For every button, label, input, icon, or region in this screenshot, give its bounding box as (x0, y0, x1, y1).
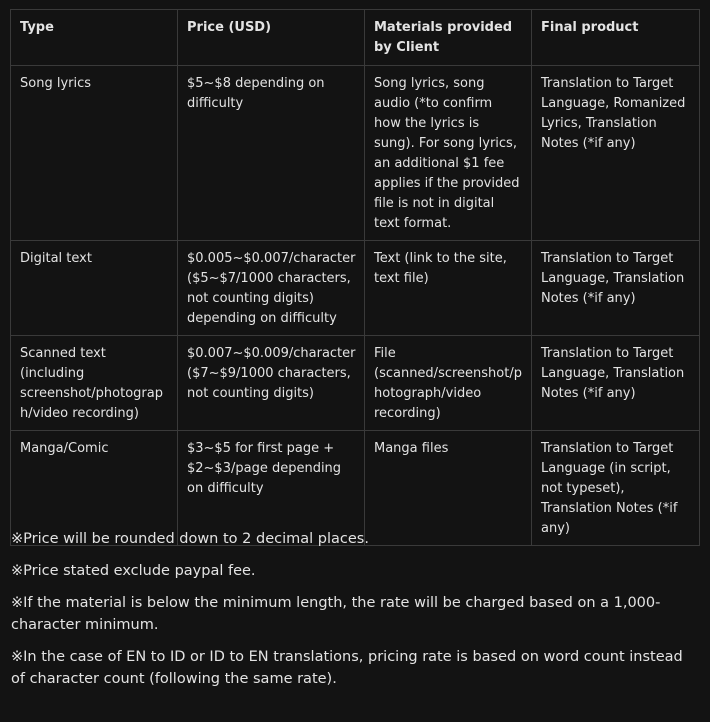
cell-final-product: Translation to Target Language, Translation Notes (*if any) (532, 241, 700, 336)
cell-final-product: Translation to Target Language (in script, not typeset), Translation Notes (*if any) (532, 431, 700, 546)
cell-type: Manga/Comic (11, 431, 178, 546)
note-minimum-length: ※If the material is below the minimum length, the rate will be charged based on a 1,000-character minimum. (11, 595, 661, 633)
header-final-product: Final product (532, 10, 700, 66)
notes-section (11, 528, 701, 700)
note-word-count: ※In the case of EN to ID or ID to EN translations, pricing rate is based on word count instead of character count (following the same rate). (11, 649, 683, 687)
cell-final-product: Translation to Target Language, Translation Notes (*if any) (532, 336, 700, 431)
cell-price: $3~$5 for first page + $2~$3/page depending on difficulty (178, 431, 365, 546)
cell-materials: Manga files (365, 431, 532, 546)
header-price: Price (USD) (178, 10, 365, 66)
note-paypal-fee: ※Price stated exclude paypal fee. (11, 563, 256, 579)
header-type: Type (11, 10, 178, 66)
cell-type: Song lyrics (11, 66, 178, 241)
table-row (11, 66, 700, 241)
table-row (11, 241, 700, 336)
header-materials: Materials provided by Client (365, 10, 532, 66)
cell-type: Digital text (11, 241, 178, 336)
note-rounding: ※Price will be rounded down to 2 decimal places. (11, 531, 369, 547)
cell-final-product: Translation to Target Language, Romanized Lyrics, Translation Notes (*if any) (532, 66, 700, 241)
table-header-row (11, 10, 700, 66)
cell-materials: Song lyrics, song audio (*to confirm how the lyrics is sung). For song lyrics, an additional $1 fee applies if the provided file is not in digital text format. (365, 66, 532, 241)
table-row (11, 336, 700, 431)
cell-price: $0.007~$0.009/character ($7~$9/1000 characters, not counting digits) (178, 336, 365, 431)
cell-type: Scanned text (including screenshot/photograph/video recording) (11, 336, 178, 431)
cell-materials: Text (link to the site, text file) (365, 241, 532, 336)
cell-price: $0.005~$0.007/character ($5~$7/1000 characters, not counting digits) depending on difficulty (178, 241, 365, 336)
cell-price: $5~$8 depending on difficulty (178, 66, 365, 241)
pricing-table (10, 9, 700, 546)
cell-materials: File (scanned/screenshot/photograph/video recording) (365, 336, 532, 431)
